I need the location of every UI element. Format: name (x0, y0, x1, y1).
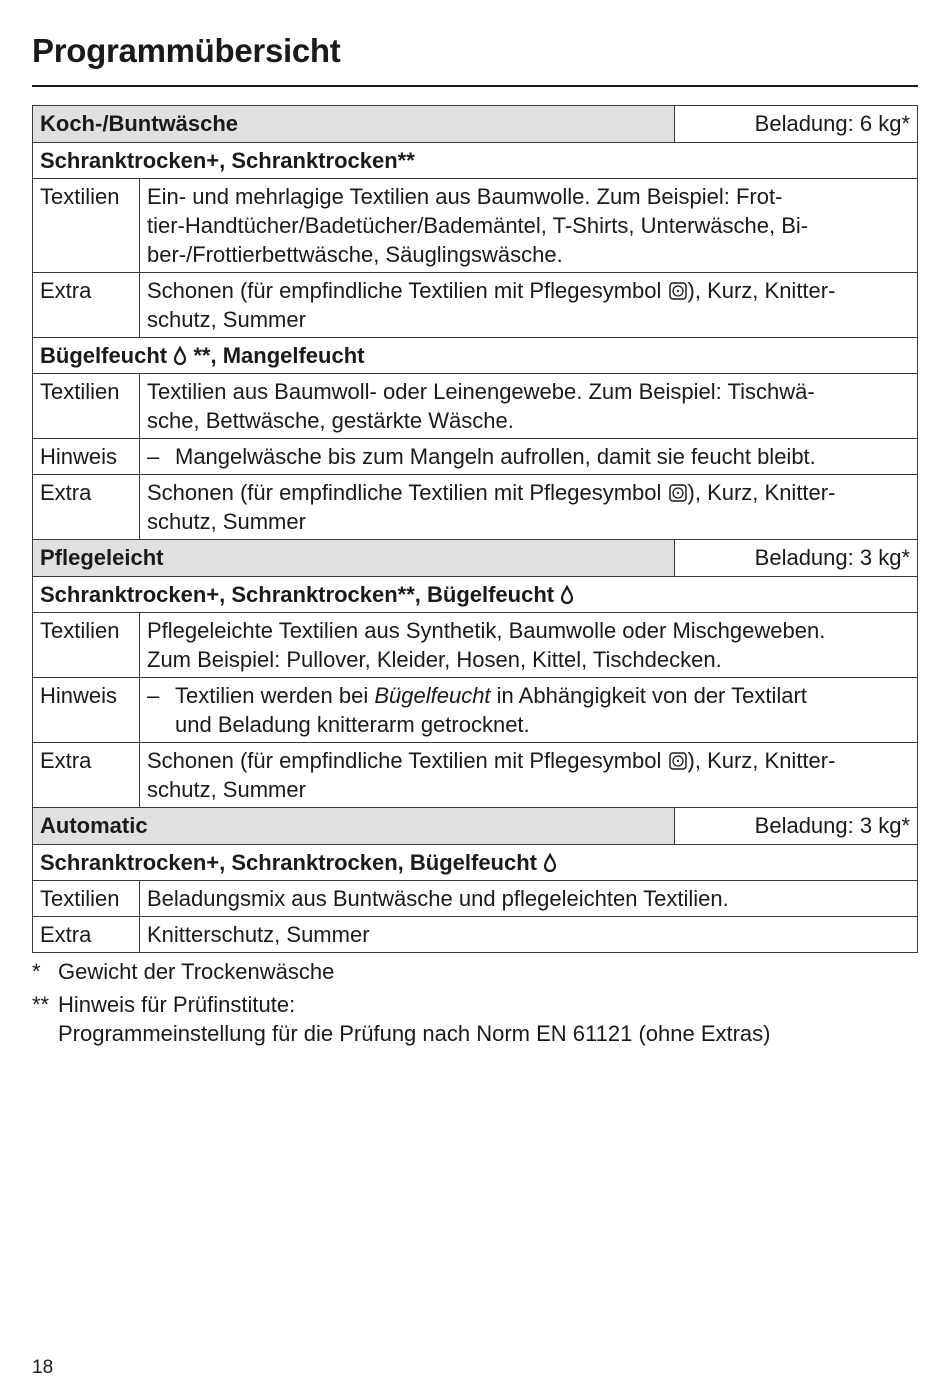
row-text (140, 439, 918, 475)
program-header-pflegeleicht (33, 540, 918, 577)
row-text (140, 678, 918, 743)
hint-text: Mangelwäsche bis zum Mangeln aufrollen, damit sie feucht bleibt. (175, 444, 816, 469)
text-part: ), Kurz, Knitter- schutz, Summer (147, 278, 836, 332)
table-row (33, 678, 918, 743)
table-row (33, 881, 918, 917)
heading-part: **, Mangelfeucht (187, 343, 365, 368)
footnote-mark: * (32, 959, 41, 984)
table-row (33, 917, 918, 953)
text-part: Textilien werden bei (175, 683, 375, 708)
table-row (33, 439, 918, 475)
row-text: Ein- und mehrlagige Textilien aus Baumwolle. Zum Beispiel: Frot- tier-Handtücher/Badetücher/Bademäntel, T-Shirts, Unterwäsche, Bi- ber-/Frottierbettwäsche, Säuglingswäsche. (140, 179, 918, 273)
gentle-care-symbol-icon (669, 752, 687, 770)
heading-part: Bügelfeucht (40, 343, 174, 368)
table-row (33, 179, 918, 273)
row-label: Hinweis (33, 439, 140, 475)
row-text: Textilien aus Baumwoll- oder Leinengewebe. Zum Beispiel: Tischwä- sche, Bettwäsche, gestärkte Wäsche. (140, 374, 918, 439)
dash: – (147, 444, 160, 469)
footnote-text: Hinweis für Prüfinstitute: Programmeinstellung für die Prüfung nach Norm EN 61121 (ohne Extras) (58, 992, 771, 1046)
row-text: Pflegeleichte Textilien aus Synthetik, Baumwolle oder Mischgeweben. Zum Beispiel: Pullover, Kleider, Hosen, Kittel, Tischdecken. (140, 613, 918, 678)
sub-heading (33, 845, 918, 881)
sub-heading (33, 577, 918, 613)
text-part: in Abhängigkeit von der Textilart und Beladung knitterarm getrocknet. (175, 683, 807, 737)
row-label: Textilien (33, 179, 140, 273)
program-load: Beladung: 6 kg* (675, 106, 918, 143)
table-row (33, 613, 918, 678)
row-label: Textilien (33, 374, 140, 439)
text-part: Schonen (für empfindliche Textilien mit Pflegesymbol (147, 748, 668, 773)
row-label: Textilien (33, 881, 140, 917)
text-italic: Bügelfeucht (374, 683, 491, 708)
row-text: Knitterschutz, Summer (140, 917, 918, 953)
sub-heading (33, 338, 918, 374)
program-load: Beladung: 3 kg* (675, 808, 918, 845)
footnote-text: Gewicht der Trockenwäsche (58, 959, 335, 984)
footnote-mark: ** (32, 992, 50, 1017)
program-name: Automatic (33, 808, 675, 845)
row-text: Beladungsmix aus Buntwäsche und pflegeleichten Textilien. (140, 881, 918, 917)
row-label: Extra (33, 917, 140, 953)
damp-drop-icon (560, 585, 574, 605)
footnote (32, 990, 912, 1048)
heading-part: Schranktrocken+, Schranktrocken, Bügelfeucht (40, 850, 544, 875)
program-load: Beladung: 3 kg* (675, 540, 918, 577)
sub-heading-row (33, 577, 918, 613)
row-label: Extra (33, 273, 140, 338)
table-row (33, 374, 918, 439)
program-name: Pflegeleicht (33, 540, 675, 577)
row-label: Extra (33, 475, 140, 540)
table-row (33, 475, 918, 540)
row-label: Extra (33, 743, 140, 808)
sub-heading-row (33, 845, 918, 881)
footnote (32, 957, 912, 986)
damp-drop-icon (173, 346, 187, 366)
sub-heading-row (33, 338, 918, 374)
row-label: Hinweis (33, 678, 140, 743)
gentle-care-symbol-icon (669, 484, 687, 502)
sub-heading: Schranktrocken+, Schranktrocken** (33, 143, 918, 179)
page-title: Programmübersicht (32, 32, 341, 69)
title-divider (32, 85, 918, 87)
text-part: ), Kurz, Knitter- schutz, Summer (147, 480, 836, 534)
gentle-care-symbol-icon (669, 282, 687, 300)
text-part: Schonen (für empfindliche Textilien mit Pflegesymbol (147, 480, 668, 505)
table-row (33, 273, 918, 338)
heading-part: Schranktrocken+, Schranktrocken**, Bügelfeucht (40, 582, 561, 607)
program-table (32, 105, 918, 953)
text-part: Schonen (für empfindliche Textilien mit Pflegesymbol (147, 278, 668, 303)
row-text (140, 475, 918, 540)
damp-drop-icon (543, 853, 557, 873)
hint-text (175, 681, 807, 739)
table-row (33, 743, 918, 808)
dash: – (147, 683, 160, 708)
row-text (140, 273, 918, 338)
text-part: ), Kurz, Knitter- schutz, Summer (147, 748, 836, 802)
program-name: Koch-/Buntwäsche (33, 106, 675, 143)
program-header-koch (33, 106, 918, 143)
page-number: 18 (32, 1357, 54, 1378)
program-header-automatic (33, 808, 918, 845)
row-text (140, 743, 918, 808)
footnotes (32, 957, 912, 1052)
row-label: Textilien (33, 613, 140, 678)
sub-heading-row (33, 143, 918, 179)
